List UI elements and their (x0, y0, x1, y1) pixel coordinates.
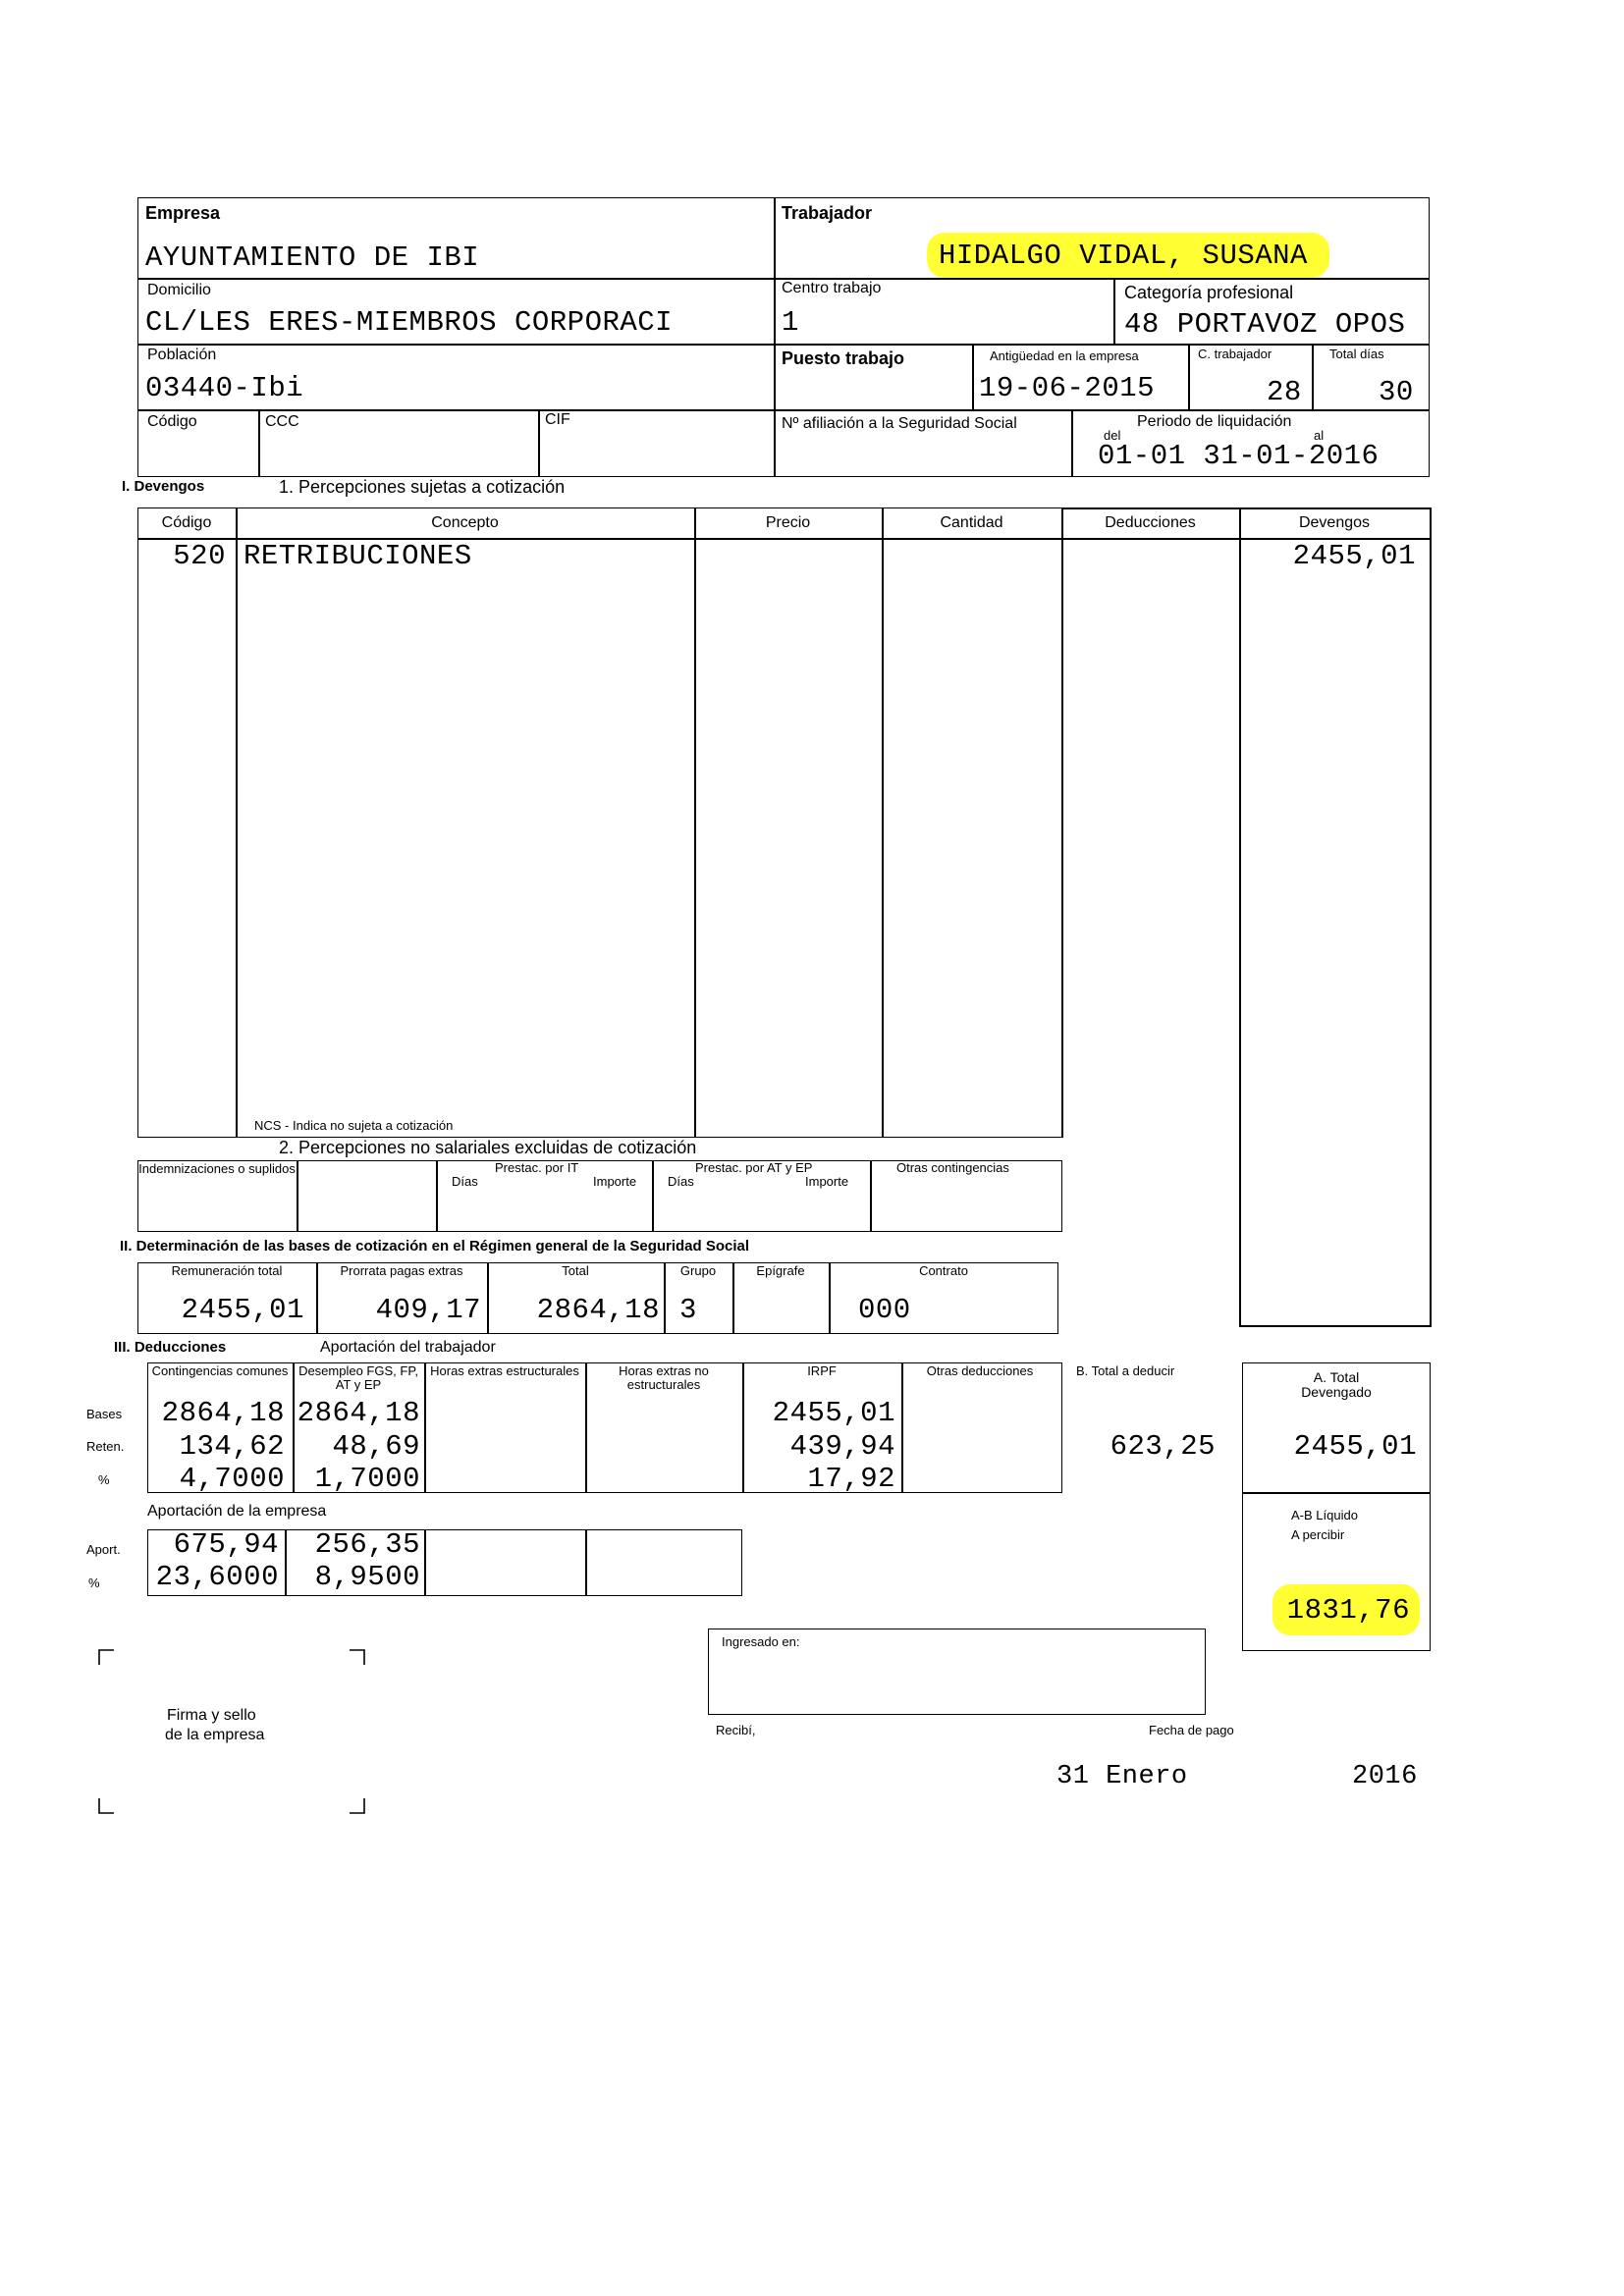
devengos-section-label: I. Devengos (122, 478, 205, 495)
bases-section-label: II. Determinación de las bases de cotización en el Régimen general de la Seguridad Social (120, 1238, 750, 1255)
corner-mark-icon (350, 1649, 365, 1665)
divider (870, 1160, 872, 1232)
col-deducciones-header: Deducciones (1105, 514, 1196, 531)
centro-value: 1 (782, 306, 799, 339)
importe-label-at: Importe (805, 1174, 849, 1189)
puesto-label: Puesto trabajo (782, 348, 905, 368)
afiliacion-label: Nº afiliación a la Seguridad Social (782, 415, 1017, 432)
reten-desempleo: 48,69 (332, 1430, 420, 1463)
divider (137, 344, 774, 346)
domicilio-value: CL/LES ERES-MIEMBROS CORPORACI (145, 306, 674, 339)
total-value: 2864,18 (536, 1294, 660, 1326)
contrato-value: 000 (858, 1294, 911, 1326)
divider (882, 507, 884, 1138)
col-atotal: A. Total Devengado (1301, 1369, 1372, 1400)
divider (297, 1160, 298, 1232)
divider (1239, 507, 1241, 1326)
atotal-value: 2455,01 (1293, 1430, 1417, 1463)
fecha-pago-label: Fecha de pago (1149, 1723, 1234, 1737)
periodo-value: 01-01 31-01-2016 (1098, 440, 1380, 472)
corner-mark-icon (350, 1798, 365, 1814)
otras-contingencias-label: Otras contingencias (896, 1160, 1009, 1175)
row-reten-label: Reten. (86, 1439, 125, 1454)
row-devengos: 2455,01 (1292, 540, 1416, 572)
bases-contingencias: 2864,18 (161, 1397, 285, 1429)
divider (774, 197, 776, 477)
liquido-label-1: A-B Líquido (1291, 1508, 1358, 1522)
col-concepto-header: Concepto (431, 514, 499, 531)
total-label: Total (562, 1263, 589, 1278)
devengos-table-frame (137, 507, 1062, 1138)
col-precio-header: Precio (765, 514, 811, 531)
remuneracion-label: Remuneración total (171, 1263, 283, 1278)
divider (1239, 1325, 1432, 1327)
indemn-label: Indemnizaciones o suplidos (138, 1161, 296, 1176)
centro-label: Centro trabajo (782, 280, 882, 296)
trabajador-label: Trabajador (782, 203, 873, 223)
categoria-label: Categoría profesional (1124, 283, 1294, 302)
aport-label: Aport. (86, 1542, 121, 1557)
aport-pct-label: % (88, 1575, 100, 1590)
divider (901, 1362, 903, 1493)
antiguedad-label: Antigüedad en la empresa (990, 348, 1139, 363)
domicilio-label: Domicilio (147, 282, 211, 298)
row-pct-label: % (98, 1472, 110, 1487)
periodo-label: Periodo de liquidación (1137, 413, 1292, 430)
trabajador-value: HIDALGO VIDAL, SUSANA (939, 240, 1308, 272)
aportacion-trab-label: Aportación del trabajador (320, 1339, 496, 1356)
ccc-label: CCC (265, 413, 299, 430)
divider (137, 409, 1430, 411)
pct-irpf: 17,92 (807, 1463, 895, 1495)
poblacion-label: Población (147, 347, 217, 363)
col-contingencias: Contingencias comunes (151, 1363, 289, 1378)
grupo-label: Grupo (679, 1263, 717, 1278)
divider (436, 1160, 438, 1232)
antiguedad-value: 19-06-2015 (979, 372, 1156, 404)
btotal-value: 623,25 (1110, 1430, 1216, 1463)
prorrata-value: 409,17 (375, 1294, 481, 1326)
bases-desempleo: 2864,18 (297, 1397, 420, 1429)
epigrafe-label: Epígrafe (756, 1263, 805, 1278)
bases-irpf: 2455,01 (772, 1397, 895, 1429)
ingresado-label: Ingresado en: (722, 1634, 800, 1649)
ncs-note: NCS - Indica no sujeta a cotización (254, 1118, 454, 1133)
divider (1312, 344, 1314, 409)
fecha-dia: 31 Enero (1056, 1762, 1188, 1791)
liquido-value: 1831,76 (1286, 1594, 1410, 1627)
prestac-it-label: Prestac. por IT (495, 1160, 579, 1175)
devengos-sub1-label: 1. Percepciones sujetas a cotización (279, 477, 566, 497)
fecha-anio: 2016 (1352, 1762, 1418, 1791)
dias-label-it: Días (452, 1174, 478, 1189)
ctrab-label: C. trabajador (1198, 347, 1272, 361)
divider (424, 1529, 426, 1596)
codigo-label: Código (147, 413, 197, 430)
recibi-label: Recibí, (716, 1723, 756, 1737)
row-codigo: 520 (173, 540, 226, 572)
col-cantidad-header: Cantidad (940, 514, 1003, 531)
divider (258, 409, 260, 477)
row-concepto: RETRIBUCIONES (244, 540, 472, 572)
divider (1061, 507, 1063, 1138)
aport-pct-desempleo: 8,9500 (314, 1561, 420, 1593)
ctrab-value: 28 (1267, 376, 1302, 408)
aport-pct-contingencias: 23,6000 (155, 1561, 279, 1593)
divider (236, 507, 238, 1138)
poblacion-value: 03440-Ibi (145, 372, 304, 404)
divider (972, 344, 974, 409)
col-codigo-header: Código (161, 514, 212, 531)
totaldias-value: 30 (1379, 376, 1414, 408)
divider (694, 507, 696, 1138)
prorrata-label: Prorrata pagas extras (340, 1263, 463, 1278)
divider (424, 1362, 426, 1493)
divider (585, 1529, 587, 1596)
corner-mark-icon (98, 1649, 114, 1665)
col-horas-estructurales: Horas extras estructurales (430, 1363, 579, 1378)
divider (774, 344, 1430, 346)
totaldias-label: Total días (1329, 347, 1384, 361)
empresa-value: AYUNTAMIENTO DE IBI (145, 241, 480, 274)
cif-label: CIF (545, 411, 570, 428)
aportacion-emp-label: Aportación de la empresa (147, 1503, 327, 1520)
corner-mark-icon (98, 1798, 114, 1814)
divider (1113, 278, 1115, 344)
pct-contingencias: 4,7000 (179, 1463, 285, 1495)
prestac-at-label: Prestac. por AT y EP (695, 1160, 813, 1175)
aport-contingencias: 675,94 (173, 1528, 279, 1561)
col-desempleo: Desempleo FGS, FP, AT y EP (298, 1363, 418, 1392)
al-label: al (1314, 428, 1325, 443)
reten-irpf: 439,94 (789, 1430, 895, 1463)
remuneracion-value: 2455,01 (181, 1294, 304, 1326)
divider (1071, 409, 1073, 477)
divider (1430, 507, 1432, 1326)
liquido-label-2: A percibir (1291, 1527, 1345, 1542)
firma-label-1: Firma y sello (167, 1707, 256, 1724)
importe-label-it: Importe (593, 1174, 637, 1189)
firma-label-2: de la empresa (165, 1727, 265, 1743)
deducciones-section-label: III. Deducciones (114, 1339, 227, 1356)
col-btotal: B. Total a deducir (1076, 1363, 1175, 1378)
col-devengos-header: Devengos (1298, 514, 1371, 531)
empresa-label: Empresa (145, 203, 221, 223)
col-otras-deducciones: Otras deducciones (926, 1363, 1034, 1378)
dias-label-at: Días (668, 1174, 694, 1189)
row-bases-label: Bases (86, 1407, 123, 1421)
divider (1188, 344, 1190, 409)
categoria-value: 48 PORTAVOZ OPOS (1124, 308, 1406, 341)
reten-contingencias: 134,62 (179, 1430, 285, 1463)
col-irpf: IRPF (807, 1363, 837, 1378)
divider (1242, 1492, 1431, 1494)
grupo-value: 3 (679, 1294, 697, 1326)
divider (538, 409, 540, 477)
devengos-sub2-label: 2. Percepciones no salariales excluidas de cotización (279, 1138, 697, 1157)
aport-desempleo: 256,35 (314, 1528, 420, 1561)
col-horas-no-estructurales: Horas extras no estructurales (619, 1363, 709, 1392)
contrato-label: Contrato (919, 1263, 968, 1278)
del-label: del (1104, 428, 1121, 443)
divider (652, 1160, 654, 1232)
divider (1061, 507, 1431, 509)
pct-desempleo: 1,7000 (314, 1463, 420, 1495)
